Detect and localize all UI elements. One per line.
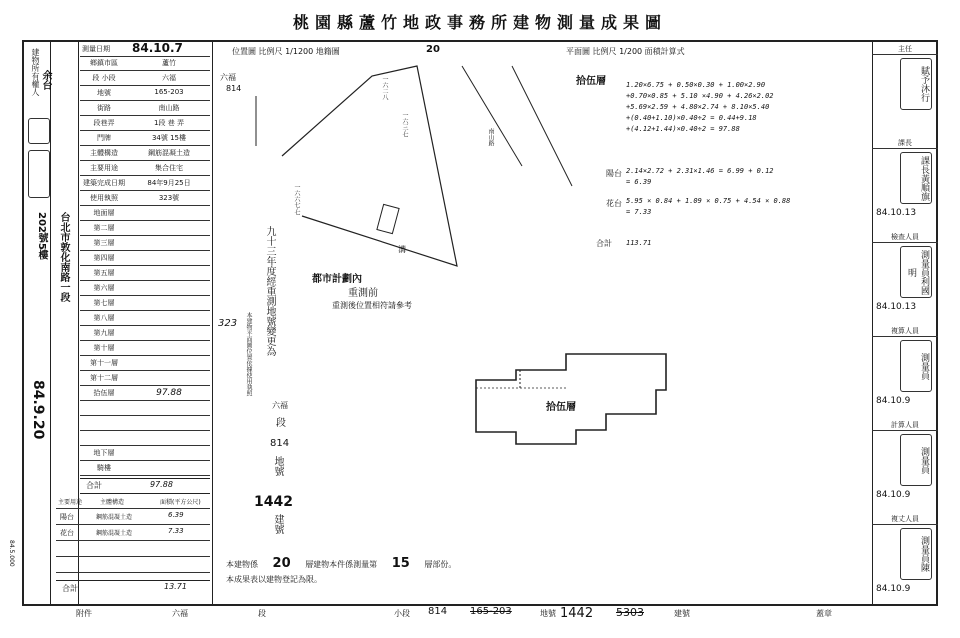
info-row: [80, 176, 210, 191]
site-map-header: 位置圖 比例尺 1/1200 地籍圖: [232, 47, 340, 56]
approval-header: 計算人員: [872, 420, 938, 431]
calc-line: 5.95 × 0.84 + 1.09 × 0.75 + 4.54 × 0.88: [626, 197, 791, 205]
bottom-item: 814: [428, 606, 448, 617]
annex-row-struct: 鋼筋混凝土造: [96, 514, 133, 521]
page-title: 桃園縣蘆竹地政事務所建物測量成果圖: [292, 13, 667, 32]
info-row-label: 街路: [97, 104, 111, 112]
info-row: [80, 161, 210, 176]
annex-empty-row: [56, 558, 210, 573]
permit-no: 323: [218, 318, 238, 329]
balcony-calc: [626, 166, 774, 188]
owner-name: 余台: [40, 70, 51, 90]
info-row-label: 地號: [97, 89, 111, 97]
floor-row: [80, 371, 210, 386]
info-row: [80, 56, 210, 71]
site-map-section-label: 六福: [220, 73, 236, 82]
side-section: 六福: [272, 401, 288, 410]
bottom-item: 165-203: [470, 606, 512, 617]
side-section-no: 814: [270, 438, 290, 449]
road-label: 南山路: [487, 128, 494, 146]
building-footprint: [377, 204, 399, 233]
floor-row-label: 第十二層: [90, 374, 118, 382]
approval-date: 84.10.9: [876, 584, 911, 594]
info-row: [80, 146, 210, 161]
approval-header: 課長: [872, 138, 938, 149]
floor-row-label: 第七層: [93, 299, 115, 307]
approval-header: 主任: [872, 44, 938, 55]
footer-text: 層建物本件係測量第: [305, 560, 378, 569]
divider-left-strip: [50, 40, 51, 606]
annex-row: [56, 526, 210, 541]
info-row-label: 段 小段: [92, 74, 116, 82]
floor-plan-header: 平面圖 比例尺 1/200 面積計算式: [566, 47, 685, 56]
plan-note-3: 重測後位置相符請參考: [332, 301, 412, 310]
floor-row: [80, 401, 210, 416]
info-row: [80, 131, 210, 146]
info-row-value: 84年9月25日: [147, 179, 191, 187]
info-row-value: 集合住宅: [155, 164, 183, 172]
total-calc-line: 113.71: [626, 239, 652, 247]
lot-code-left: 一六六七·七: [293, 184, 300, 216]
floor-row: [80, 251, 210, 266]
road-line-1: [462, 66, 522, 166]
info-row-label: 主要用途: [90, 164, 118, 172]
bottom-item: 小段: [394, 609, 410, 618]
calc-line: = 7.33: [626, 208, 652, 216]
footer-line-2: 本成果表以建物登記為限。: [226, 575, 322, 584]
calc-block: [626, 80, 774, 135]
info-row: [80, 116, 210, 131]
calc-line: 2.14×2.72 + 2.31×1.46 = 6.99 + 0.12: [626, 167, 774, 175]
bottom-item: 1442: [560, 606, 594, 621]
approval-seal: 測量員: [900, 434, 932, 486]
parcel-boundary: [282, 66, 457, 266]
calc-title: 拾伍層: [576, 76, 606, 87]
side-number: 202號5樓: [36, 212, 47, 260]
lot-code-mid: 一六三·七: [401, 112, 408, 138]
floor-row: [80, 446, 210, 461]
info-row-value: 六福: [162, 74, 176, 82]
approval-seal: 測量員利國明: [900, 246, 932, 298]
info-row: [80, 86, 210, 101]
side-date: 84.9.20: [30, 380, 46, 440]
road-line-2: [512, 66, 572, 186]
plan-note-2: 重測前: [348, 288, 378, 299]
floor-row-label: 第八層: [93, 314, 115, 322]
calc-line: +5.69×2.59 + 4.80×2.74 + 8.10×5.40: [626, 103, 770, 111]
annex-row: [56, 510, 210, 525]
floor-row-label: 第四層: [93, 254, 115, 262]
annex-row-use: 花台: [60, 529, 74, 537]
floor-row-label: 第三層: [93, 239, 115, 247]
floor-row-label: 地面層: [93, 209, 115, 217]
annex-header: [56, 494, 210, 509]
approval-date: 84.10.13: [876, 302, 917, 312]
info-row-value: 323號: [158, 194, 180, 202]
approval-seal: 測量員陳: [900, 528, 932, 580]
side-lot-no: 1442: [254, 494, 293, 510]
floor-row-label: 拾伍層: [93, 389, 115, 397]
annex-total-value: 13.71: [164, 582, 187, 591]
annex-row-use: 陽台: [60, 513, 74, 521]
plan-note-1: 都市計劃內: [312, 274, 362, 285]
floor-row-area: 97.88: [156, 388, 182, 398]
floor-row-label: 第十層: [93, 344, 115, 352]
total-calc-title: 合計: [596, 239, 612, 248]
annex-header-use: 主要用途: [58, 499, 83, 506]
floor-row-label: 第五層: [93, 269, 115, 277]
annex-row-area: 6.39: [168, 511, 184, 519]
approval-header: 檢查人員: [872, 232, 938, 243]
lot-code-top: 一六二八: [381, 76, 388, 100]
info-row-value: 蘆竹: [162, 59, 176, 67]
floor-row-label: 第六層: [93, 284, 115, 292]
footer-line-1: [226, 556, 456, 571]
floor-row: [80, 386, 210, 401]
side-lot-label: 地號: [272, 456, 283, 476]
approval-seal: 課長黃順旗: [900, 152, 932, 204]
info-row: [80, 71, 210, 86]
annex-total-row: [56, 580, 210, 595]
survey-date-row: [80, 42, 210, 57]
calc-line: = 6.39: [626, 178, 652, 186]
floor-row: [80, 206, 210, 221]
bottom-item: 地號: [540, 609, 556, 618]
owner-label: 建物所有權人: [31, 48, 40, 96]
permit-note: 本建物平面圖位置依據使用執照: [245, 312, 252, 396]
info-row-value: 1段 巷 弄: [154, 119, 184, 127]
floor-label: 拾伍層: [546, 402, 576, 413]
calc-line: +(4.12+1.44)×0.40÷2 = 97.88: [626, 125, 740, 133]
bottom-item: 5303: [616, 606, 644, 619]
info-row-value: 南山路: [158, 104, 180, 112]
footer-floor-no: 15: [391, 556, 410, 571]
info-row-label: 鄉鎮市區: [90, 59, 118, 67]
annex-total-label: 合計: [62, 584, 78, 593]
info-row-value: 鋼筋混凝土造: [148, 149, 190, 157]
calc-line: +(0.40+1.10)×0.40÷2 = 0.44+9.18: [626, 114, 757, 122]
floor-row-label: 騎樓: [97, 464, 111, 472]
calc-line: +0.70×0.85 + 5.10 ×4.90 + 4.26×2.02: [626, 92, 774, 100]
floor-row: [80, 431, 210, 446]
info-row-label: 段巷弄: [93, 119, 115, 127]
info-row-label: 使用執照: [90, 194, 118, 202]
floor-row: [80, 461, 210, 476]
info-row-label: 主體構造: [90, 149, 118, 157]
survey-date-value: 84.10.7: [132, 41, 183, 55]
floor-row-label: 地下層: [93, 449, 115, 457]
bottom-item: 建號: [674, 609, 690, 618]
ditch-label: 溝: [398, 245, 406, 254]
renumber-note: 九十三年度經重測地號變更為: [264, 226, 275, 356]
annex-header-struct: 主體構造: [100, 499, 125, 506]
approval-header: 複丈人員: [872, 514, 938, 525]
side-bldg-label: 建號: [272, 514, 283, 534]
total-row: [80, 478, 210, 494]
bottom-item: 蓋章: [816, 609, 832, 618]
planter-title: 花台: [606, 199, 622, 208]
footer-text: 本建物係: [226, 560, 258, 569]
site-map-section-no: 814: [226, 84, 242, 93]
floor-row-label: 第九層: [93, 329, 115, 337]
floor-row-label: 第十一層: [90, 359, 118, 367]
owner-seal: [28, 118, 50, 144]
planter-calc: [626, 196, 790, 218]
floor-row: [80, 311, 210, 326]
info-row-label: 建築完成日期: [83, 179, 125, 187]
floor-row: [80, 356, 210, 371]
site-map-sheet-no: 20: [426, 44, 440, 55]
bottom-item: 六福: [172, 609, 188, 618]
floor-row: [80, 266, 210, 281]
floor-row: [80, 221, 210, 236]
bottom-item: 段: [258, 609, 266, 618]
approval-date: 84.10.9: [876, 396, 911, 406]
info-row-label: 門牌: [97, 134, 111, 142]
approval-date: 84.10.9: [876, 490, 911, 500]
bottom-item: 附件: [76, 609, 92, 618]
floor-row: [80, 296, 210, 311]
info-row-value: 165-203: [154, 88, 184, 96]
survey-date-label: 測量日期: [82, 45, 110, 53]
annex-empty-row: [56, 542, 210, 557]
info-row-value: 34號 15樓: [151, 134, 187, 142]
floor-row: [80, 341, 210, 356]
info-row: [80, 191, 210, 206]
balcony-title: 陽台: [606, 169, 622, 178]
annex-row-area: 7.33: [168, 527, 184, 535]
approval-header: 複算人員: [872, 326, 938, 337]
approval-date: 84.10.13: [876, 208, 917, 218]
floor-row: [80, 281, 210, 296]
total-value: 97.88: [150, 480, 173, 489]
side-address: 台北市敦化南路一段: [58, 212, 69, 302]
approval-seal: 賦予沐行: [900, 58, 932, 110]
bottom-strip: [20, 606, 940, 630]
calc-line: 1.20×6.75 + 0.50×0.30 + 1.00×2.90: [626, 81, 766, 89]
floor-row: [80, 236, 210, 251]
total-label: 合計: [86, 481, 102, 490]
footer-total-floors: 20: [272, 556, 291, 571]
floor-row: [80, 416, 210, 431]
footer-text: 層部份。: [424, 560, 457, 569]
annex-header-area: 面積(平方公尺): [160, 499, 201, 506]
annex-row-struct: 鋼筋混凝土造: [96, 530, 133, 537]
side-section-label: 段: [276, 418, 286, 429]
info-row: [80, 101, 210, 116]
floor-row: [80, 326, 210, 341]
floor-row-label: 第二層: [93, 224, 115, 232]
owner-seal-2: [28, 150, 50, 198]
side-code: 84.5.000: [8, 540, 15, 567]
approval-seal: 測量員: [900, 340, 932, 392]
